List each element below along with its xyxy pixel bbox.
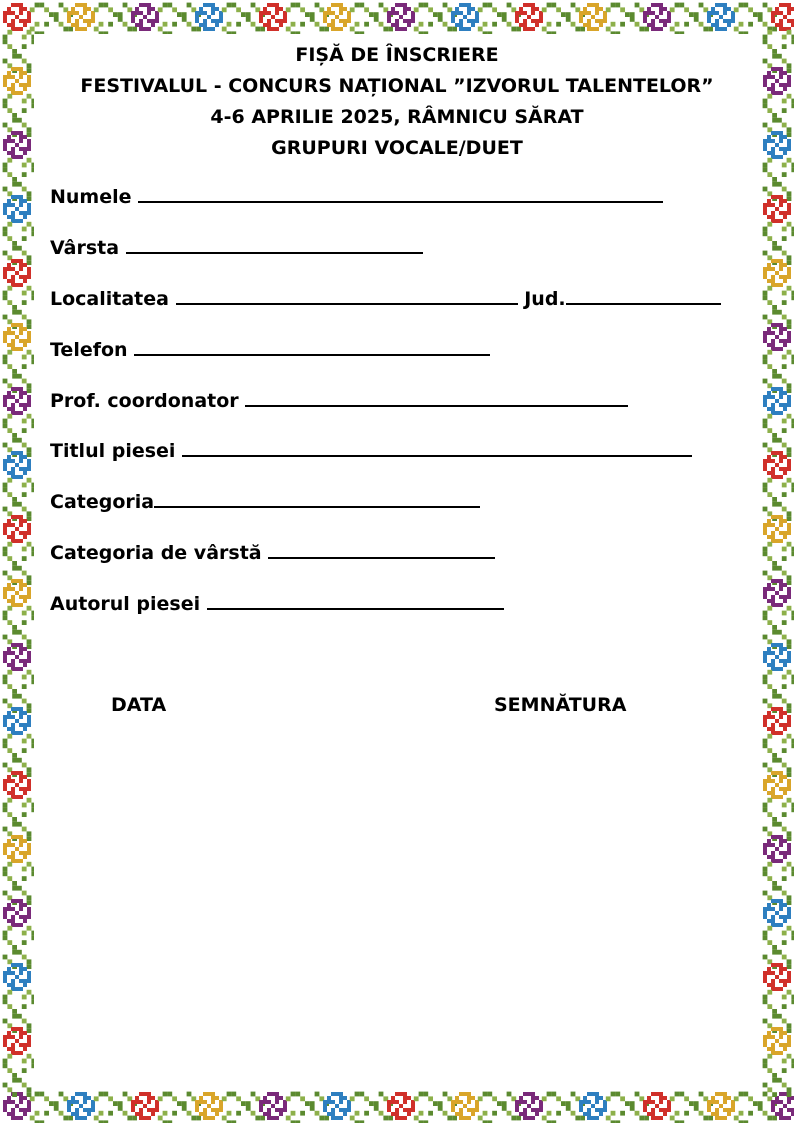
age-category-label: Categoria de vârstă xyxy=(50,542,262,564)
phone-input-line[interactable] xyxy=(134,338,490,356)
name-input-line[interactable] xyxy=(138,185,663,203)
coordinator-label: Prof. coordonator xyxy=(50,390,239,412)
locality-input-line[interactable] xyxy=(176,287,518,305)
song-author-input-line[interactable] xyxy=(207,592,504,610)
category-input-line[interactable] xyxy=(154,490,480,508)
age-category-input-line[interactable] xyxy=(268,541,495,559)
song-title-input-line[interactable] xyxy=(182,439,692,457)
song-author-label: Autorul piesei xyxy=(50,593,201,615)
date-label: DATA xyxy=(111,694,167,716)
name-label: Numele xyxy=(50,186,132,208)
phone-field[interactable] xyxy=(50,338,490,361)
age-input-line[interactable] xyxy=(126,236,423,254)
name-field[interactable] xyxy=(50,185,663,208)
category-field[interactable] xyxy=(50,490,480,513)
form-category-heading: GRUPURI VOCALE/DUET xyxy=(271,137,523,159)
song-title-label: Titlul piesei xyxy=(50,440,176,462)
county-input-line[interactable] xyxy=(566,287,721,305)
category-label: Categoria xyxy=(50,491,155,513)
form-header xyxy=(34,40,760,164)
festival-name: FESTIVALUL - CONCURS NAȚIONAL ”IZVORUL TALENTELOR” xyxy=(80,75,714,97)
locality-field[interactable] xyxy=(50,287,721,310)
phone-label: Telefon xyxy=(50,339,128,361)
age-label: Vârsta xyxy=(50,237,120,259)
age-category-field[interactable] xyxy=(50,541,495,564)
festival-date-location: 4-6 APRILIE 2025, RÂMNICU SĂRAT xyxy=(210,106,584,128)
song-author-field[interactable] xyxy=(50,592,504,615)
form-content-area xyxy=(34,34,760,1089)
locality-label: Localitatea xyxy=(50,288,169,310)
coordinator-field[interactable] xyxy=(50,389,628,412)
county-label: Jud. xyxy=(524,288,566,310)
coordinator-input-line[interactable] xyxy=(245,389,628,407)
signature-label: SEMNĂTURA xyxy=(494,694,627,716)
age-field[interactable] xyxy=(50,236,423,259)
form-title: FIȘĂ DE ÎNSCRIERE xyxy=(295,44,499,66)
song-title-field[interactable] xyxy=(50,439,692,462)
